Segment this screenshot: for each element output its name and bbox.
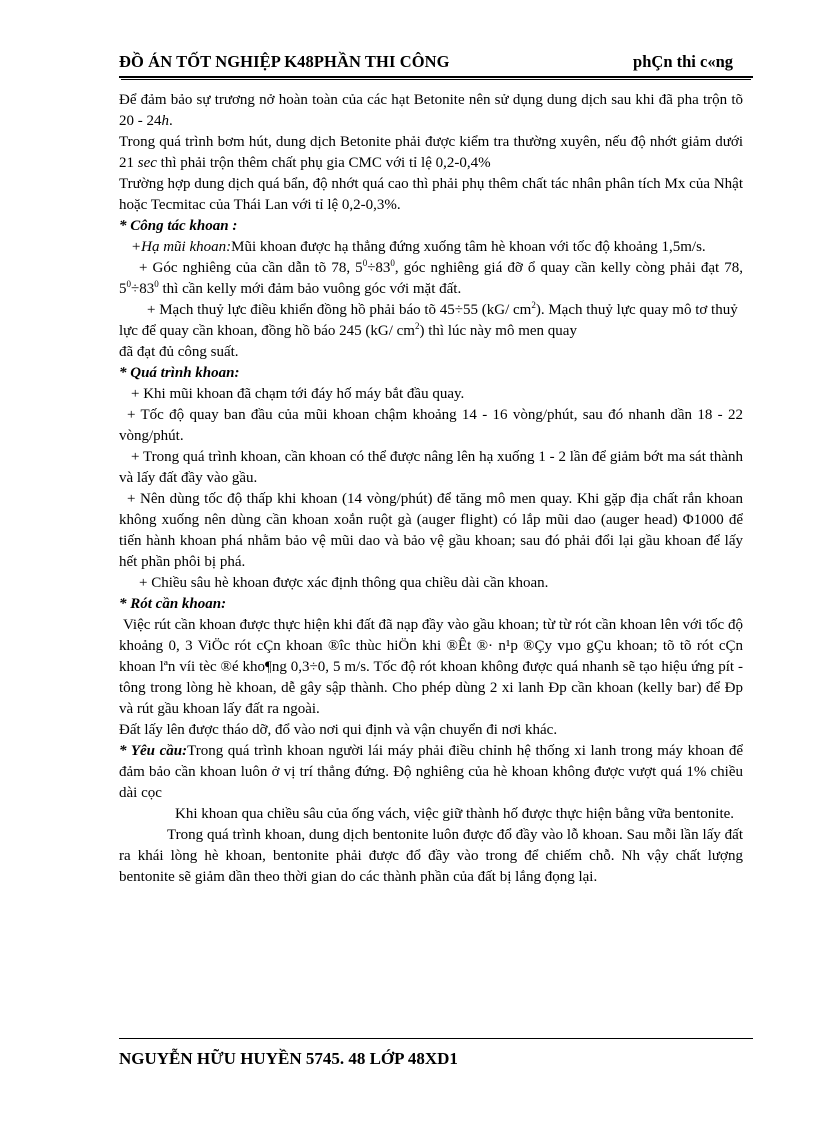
paragraph-rotation-speed: + Tốc độ quay ban đầu của mũi khoan chậm khoảng 14 - 16 vòng/phút, sau đó nhanh dần 18 - 22 vòng/phút. xyxy=(119,407,743,444)
paragraph-viscosity-check: Trong quá trình bơm hút, dung dịch Betonite phải được kiểm tra thường xuyên, nếu độ nhớt giảm dưới 21 sec thì phải trộn thêm chất phụ gia CMC với tỉ lệ 0,2-0,4% xyxy=(119,134,743,171)
paragraph-bentonite-swelling: Để đảm bảo sự trương nở hoàn toàn của các hạt Betonite nên sử dụng dung dịch sau khi đã pha trộn tõ 20 - 24h. xyxy=(119,92,743,129)
heading-drilling-process: * Quá trình khoan: xyxy=(119,365,240,381)
paragraph-mast-angle: + Góc nghiêng của cần dẫn tõ 78, $5^0\div 83^0$, góc nghiêng giá đỡ ổ quay cần kelly còng phải đạt 78, $5^0\div 83^0$ thì cần kelly mới đảm bảo vuông góc với mặt đất. xyxy=(119,258,743,297)
paragraph-low-speed: + Nên dùng tốc độ thấp khi khoan (14 vòng/phút) để tăng mô men quay. Khi gặp địa chất rắn khoan không xuống nên dùng cần khoan xoắn ruột gà (auger flight) có lắp mũi dao (auger head) Φ1000 để tiến hành khoan phá nhằm bảo vệ mũi dao và bảo vệ gầu khoan; sau đó phải đổi lại gầu khoan để lấy hết phần phôi bị phá. xyxy=(119,491,743,570)
paragraph-lower-bit: +Hạ mũi khoan:Mũi khoan được hạ thẳng đứng xuống tâm hè khoan với tốc độ khoảng 1,5m/s. xyxy=(131,239,706,255)
paragraph-hydraulic-pressure: + Mạch thuỷ lực điều khiển đồng hồ phải báo tõ 45÷55 (kG/ $cm^2$). Mạch thuỷ lực quay mô tơ thuỷ lực để quay cần khoan, đồng hồ báo 245 (kG/ $cm^2$) thì lúc này mô men quay xyxy=(119,300,738,339)
page-header xyxy=(119,52,753,78)
paragraph-hole-depth: + Chiều sâu hè khoan được xác định thông qua chiều dài cần khoan. xyxy=(139,575,549,591)
paragraph-start-rotation: + Khi mũi khoan đã chạm tới đáy hố máy bắt đầu quay. xyxy=(131,386,465,402)
paragraph-pull-rod: Việc rút cần khoan được thực hiện khi đất đã nạp đầy vào gầu khoan; từ từ rót cần khoan lên với tốc độ khoảng 0, 3 ViÖc rót cÇn khoan ®îc thùc hiÖn khi ®Êt ®· n¹p ®Çy vµo gÇu khoan; tõ tõ rót cÇn khoan lªn víi tèc ®é kho¶ng 0,3÷0, 5 m/s. Tốc độ rót khoan không được quá nhanh sẽ tạo hiệu ứng pít - tông trong lòng hè khoan, dễ gây sập thành. Cho phép dùng 2 xi lanh Đp cần khoan (kelly bar) để Đp và rút gầu khoan lấy đất ra ngoài. xyxy=(119,617,743,717)
paragraph-soil-removal: Đất lấy lên được tháo dỡ, đổ vào nơi qui định và vận chuyển đi nơi khác. xyxy=(119,722,558,738)
heading-pull-rod: * Rót cần khoan: xyxy=(119,596,227,612)
paragraph-casing-depth: Khi khoan qua chiều sâu của ống vách, việc giữ thành hố được thực hiện bằng vữa bentonite. xyxy=(175,806,735,822)
paragraph-bentonite-fill: Trong quá trình khoan, dung dịch bentonite luôn được đổ đầy vào lỗ khoan. Sau mỗi lần lấy đất ra khái lòng hè khoan, bentonite phải được đổ đầy vào trong để chiếm chỗ. Nh vậy chất lượng bentonite sẽ giảm dần theo thời gian do các thành phần của đất bị lắng đọng lại. xyxy=(119,827,743,885)
paragraph-raise-lower: + Trong quá trình khoan, cần khoan có thể được nâng lên hạ xuống 1 - 2 lần để giảm bớt ma sát thành và lấy đất đầy vào gầu. xyxy=(119,449,743,486)
paragraph-full-power: đã đạt đủ công suất. xyxy=(119,344,239,360)
header-title: ĐỒ ÁN TỐT NGHIỆP K48PHẦN THI CÔNG xyxy=(119,52,450,71)
document-body xyxy=(119,90,743,888)
paragraph-dirty-solution: Trường hợp dung dịch quá bẩn, độ nhớt quá cao thì phải phụ thêm chất tác nhân phân tích Mx của Nhật hoặc Tecmitac của Thái Lan với tỉ lệ 0,2-0,3%. xyxy=(119,176,743,213)
heading-drilling-work: * Công tác khoan : xyxy=(119,218,238,234)
page-footer: NGUYỄN HỮU HUYỀN 5745. 48 LỚP 48XD1 xyxy=(119,1038,753,1069)
paragraph-requirements: * Yêu cầu:Trong quá trình khoan người lái máy phải điều chỉnh hệ thống xi lanh trong máy khoan để đảm bảo cần khoan luôn ở vị trí thẳng đứng. Độ nghiêng của hè khoan không được vượt quá 1% chiều dài cọc xyxy=(119,743,744,801)
header-section: phÇn thi c«ng xyxy=(633,52,733,71)
